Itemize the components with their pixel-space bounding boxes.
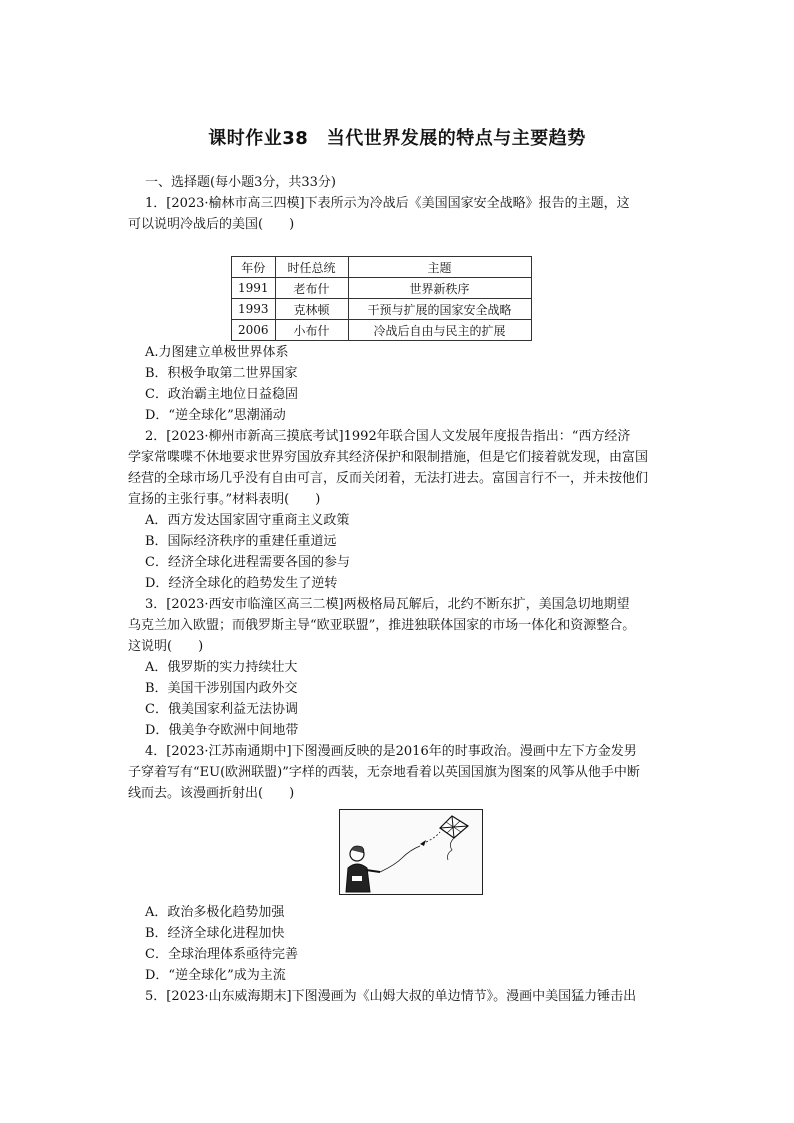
table-header-year: 年份 [232, 257, 276, 278]
table-row [232, 320, 532, 341]
question-1-option-d: D．“逆全球化”思潮涌动 [145, 408, 286, 423]
cartoon-image [339, 809, 483, 895]
table-cell-year: 1991 [232, 278, 276, 299]
question-2-line-1: 2．[2023·柳州市新高三摸底考试]1992年联合国人文发展年度报告指出：“西方经济 [145, 429, 631, 444]
table-cell-theme: 冷战后自由与民主的扩展 [348, 320, 531, 341]
question-1-line-2: 可以说明冷战后的美国( ) [128, 217, 295, 232]
question-3-option-b: B．美国干涉别国内政外交 [145, 681, 298, 696]
question-2-option-d: D．经济全球化的趋势发生了逆转 [145, 576, 338, 591]
question-3-option-a: A．俄罗斯的实力持续壮大 [145, 660, 298, 675]
table-cell-president: 老布什 [275, 278, 348, 299]
table-cell-theme: 干预与扩展的国家安全战略 [348, 299, 531, 320]
question-1-option-b: B．积极争取第二世界国家 [145, 366, 298, 381]
question-3-option-d: D．俄美争夺欧洲中间地带 [145, 723, 299, 738]
table-header-president: 时任总统 [275, 257, 348, 278]
cartoon-eu-label [352, 876, 362, 881]
question-1-option-a: A.力图建立单极世界体系 [145, 345, 289, 360]
question-4-line-3: 线而去。该漫画折射出( ) [128, 786, 295, 801]
question-4-line-1: 4．[2023·江苏南通期中]下图漫画反映的是2016年的时事政治。漫画中左下方金发男 [145, 744, 637, 759]
question-2-option-b: B．国际经济秩序的重建任重道远 [145, 534, 337, 549]
table-cell-year: 2006 [232, 320, 276, 341]
question-1-option-c: C．政治霸主地位日益稳固 [145, 387, 298, 402]
question-3-line-3: 这说明( ) [128, 639, 204, 654]
question-2-line-2: 学家常喋喋不休地要求世界穷国放弃其经济保护和限制措施，但是它们接着就发现，由富国 [128, 450, 649, 465]
table-cell-theme: 世界新秩序 [348, 278, 531, 299]
question-4-option-c: C．全球治理体系亟待完善 [145, 947, 298, 962]
cartoon-man-arm [366, 870, 380, 872]
question-1-line-1: 1．[2023·榆林市高三四模]下表所示为冷战后《美国国家安全战略》报告的主题，这 [145, 196, 630, 211]
cartoon-string-lower [380, 846, 420, 872]
cartoon-bird [420, 840, 426, 846]
question-2-option-c: C．经济全球化进程需要各国的参与 [145, 555, 350, 570]
question-2-line-4: 宣扬的主张行事。”材料表明( ) [128, 492, 321, 507]
table-row [232, 299, 532, 320]
question-3-line-1: 3．[2023·西安市临潼区高三二模]两极格局瓦解后，北约不断东扩，美国急切地期望 [145, 597, 630, 612]
question-4-option-a: A．政治多极化趋势加强 [145, 905, 285, 920]
table-row [232, 278, 532, 299]
question-1-table [231, 256, 532, 341]
question-5-line-1: 5．[2023·山东威海期末]下图漫画为《山姆大叔的单边情节》。漫画中美国猛力锤击出 [145, 989, 637, 1004]
cartoon-kite-tail [448, 838, 455, 860]
section-header: 一、选择题(每小题3分，共33分) [145, 175, 336, 190]
question-4-line-2: 子穿着写有“EU(欧洲联盟)”字样的西装，无奈地看着以英国国旗为图案的风筝从他手中断 [128, 765, 640, 780]
table-cell-year: 1993 [232, 299, 276, 320]
table-cell-president: 小布什 [275, 320, 348, 341]
question-2-option-a: A．西方发达国家固守重商主义政策 [145, 513, 350, 528]
question-3-line-2: 乌克兰加入欧盟；而俄罗斯主导“欧亚联盟”，推进独联体国家的市场一体化和资源整合。 [128, 618, 636, 633]
table-cell-president: 克林顿 [275, 299, 348, 320]
page-title: 课时作业38 当代世界发展的特点与主要趋势 [208, 128, 586, 149]
question-4-option-d: D．“逆全球化”成为主流 [145, 968, 286, 983]
question-4-option-b: B．经济全球化进程加快 [145, 926, 285, 941]
question-2-line-3: 经营的全球市场几乎没有自由可言，反而关闭着，无法打进去。富国言行不一，并未按他们 [128, 471, 649, 486]
cartoon-drawing [340, 810, 482, 894]
table-header-row [232, 257, 532, 278]
question-3-option-c: C．俄美国家利益无法协调 [145, 702, 298, 717]
table-header-theme: 主题 [348, 257, 531, 278]
cartoon-string-upper [426, 832, 440, 842]
